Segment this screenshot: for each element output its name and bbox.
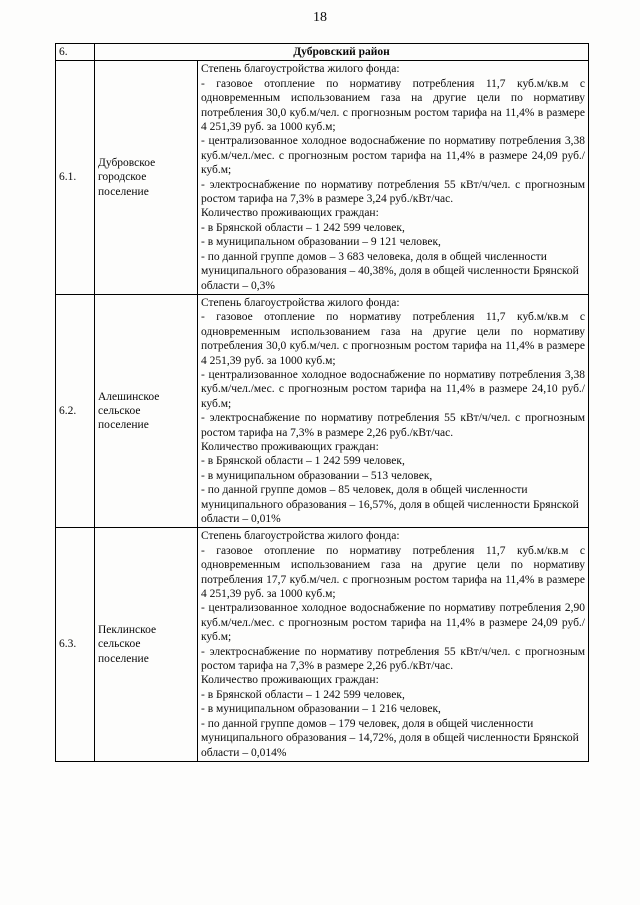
settlement-name: Дубровское городское поселение <box>95 61 198 295</box>
region-count: - в Брянской области – 1 242 599 человек, <box>201 688 405 701</box>
group-count: - по данной группе домов – 3 683 человека, доля в общей численности муниципального образования – 40,38%, доля в общей численности Брянской области – 0,3% <box>201 250 579 292</box>
page-number: 18 <box>313 10 327 25</box>
district-table <box>55 43 589 762</box>
region-count: - в Брянской области – 1 242 599 человек, <box>201 221 405 234</box>
residents-heading: Количество проживающих граждан: <box>201 674 379 687</box>
group-count: - по данной группе домов – 179 человек, доля в общей численности муниципального образования – 14,72%, доля в общей численности Брянской области – 0,014% <box>201 717 579 759</box>
municipal-count: - в муниципальном образовании – 1 216 человек, <box>201 703 441 716</box>
table-row <box>56 61 589 295</box>
row-content <box>198 528 589 762</box>
water-item: - централизованное холодное водоснабжение по нормативу потребления 3,38 куб.м/чел./мес. с прогнозным ростом тарифа на 11,4% в размере 24,09 руб./куб.м; <box>201 135 586 177</box>
district-header-row <box>56 44 589 61</box>
fund-heading: Степень благоустройства жилого фонда: <box>201 63 400 76</box>
water-item: - централизованное холодное водоснабжение по нормативу потребления 2,90 куб.м/чел./мес. с прогнозным ростом тарифа на 11,4% в размере 24,09 руб./куб.м; <box>201 602 586 644</box>
district-title: Дубровский район <box>95 44 589 61</box>
municipal-count: - в муниципальном образовании – 9 121 человек, <box>201 236 441 249</box>
electric-item: - электроснабжение по нормативу потребления 55 кВт/ч/чел. с прогнозным ростом тарифа на 7,3% в размере 2,26 руб./кВт/час. <box>201 645 586 673</box>
residents-heading: Количество проживающих граждан: <box>201 207 379 220</box>
fund-heading: Степень благоустройства жилого фонда: <box>201 296 400 309</box>
water-item: - централизованное холодное водоснабжение по нормативу потребления 3,38 куб.м/чел./мес. с прогнозным ростом тарифа на 11,4% в размере 24,10 руб./куб.м; <box>201 368 586 410</box>
table-row <box>56 294 589 528</box>
row-number: 6.2. <box>56 294 95 528</box>
municipal-count: - в муниципальном образовании – 513 человек, <box>201 469 433 482</box>
gas-item: - газовое отопление по нормативу потребления 11,7 куб.м/кв.м с одновременным использованием газа на другие цели по нормативу потребления 30,0 куб.м/чел. с прогнозным ростом тарифа на 11,4% в размере 4 251,39 руб. за 1000 куб.м; <box>201 77 586 134</box>
settlement-name: Алешинское сельское поселение <box>95 294 198 528</box>
fund-heading: Степень благоустройства жилого фонда: <box>201 530 400 543</box>
gas-item: - газовое отопление по нормативу потребления 11,7 куб.м/кв.м с одновременным использованием газа на другие цели по нормативу потребления 30,0 куб.м/чел. с прогнозным ростом тарифа на 11,4% в размере 4 251,39 руб. за 1000 куб.м; <box>201 311 586 367</box>
settlement-name: Пеклинское сельское поселение <box>95 528 198 762</box>
electric-item: - электроснабжение по нормативу потребления 55 кВт/ч/чел. с прогнозным ростом тарифа на 7,3% в размере 3,24 руб./кВт/час. <box>201 178 586 206</box>
row-number: 6.3. <box>56 528 95 762</box>
region-count: - в Брянской области – 1 242 599 человек, <box>201 455 405 468</box>
row-number: 6.1. <box>56 61 95 295</box>
district-number: 6. <box>56 44 95 61</box>
row-content <box>198 294 589 528</box>
table-row <box>56 528 589 762</box>
gas-item: - газовое отопление по нормативу потребления 11,7 куб.м/кв.м с одновременным использованием газа на другие цели по нормативу потребления 17,7 куб.м/чел. с прогнозным ростом тарифа на 11,4% в размере 4 251,39 руб. за 1000 куб.м; <box>201 544 586 601</box>
residents-heading: Количество проживающих граждан: <box>201 440 379 453</box>
electric-item: - электроснабжение по нормативу потребления 55 кВт/ч/чел. с прогнозным ростом тарифа на 7,3% в размере 2,26 руб./кВт/час. <box>201 412 586 439</box>
row-content <box>198 61 589 295</box>
group-count: - по данной группе домов – 85 человек, доля в общей численности муниципального образования – 16,57%, доля в общей численности Брянской области – 0,01% <box>201 484 579 525</box>
